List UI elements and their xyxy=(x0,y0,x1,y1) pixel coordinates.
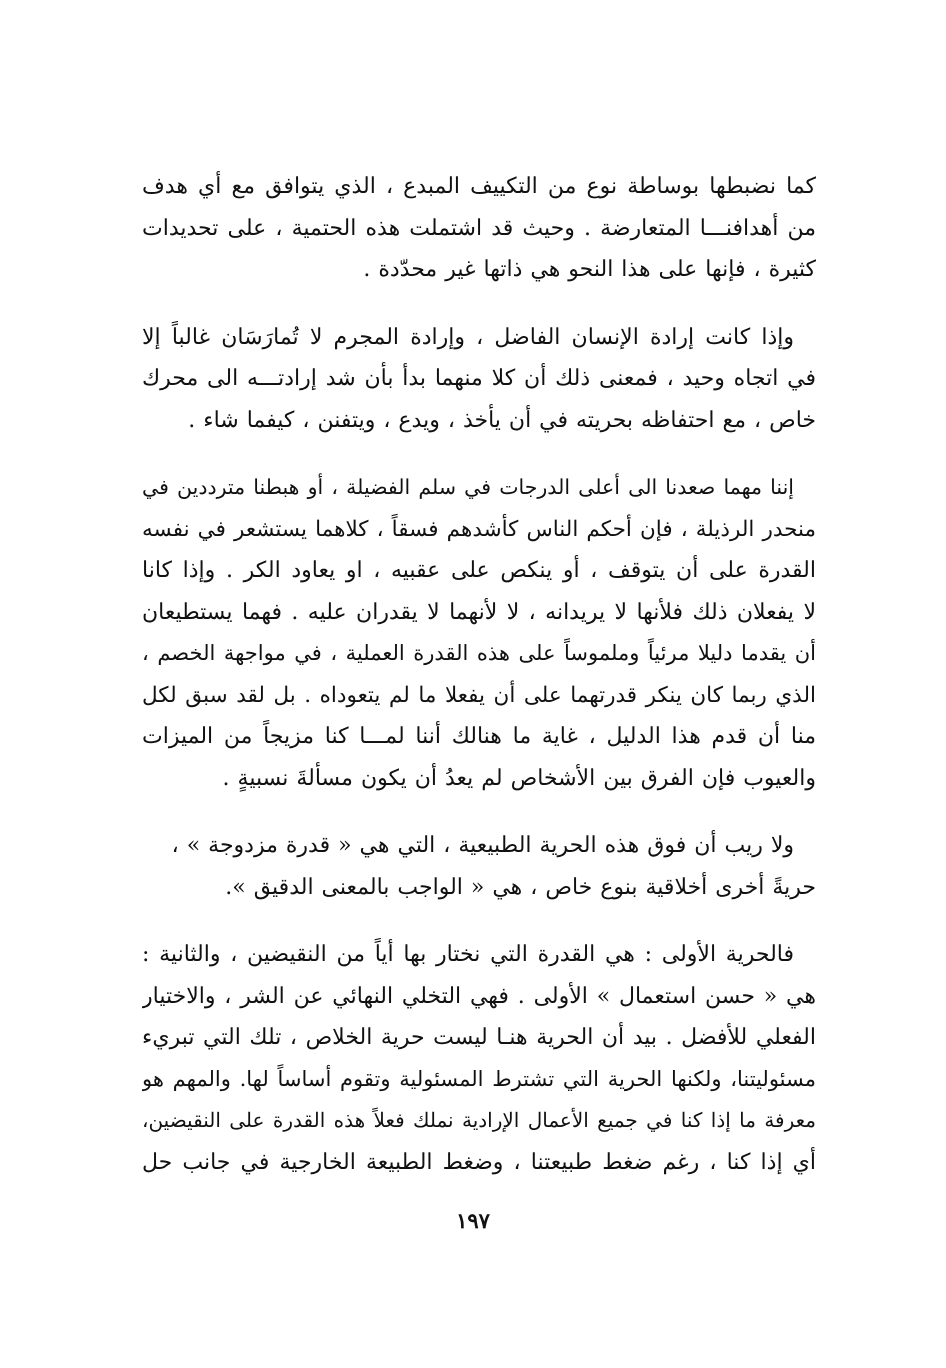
text-line: القدرة على أن يتوقف ، أو ينكص على عقبيه ، او يعاود الكر . وإذا كانا xyxy=(142,558,816,583)
text-line: مسئوليتنا، ولكنها الحرية التي تشترط المسئولية وتقوم أساساً لها. والمهم هو xyxy=(142,1066,816,1091)
text-line: الفعلي للأفضل . بيد أن الحرية هنـا ليست حرية الخلاص ، تلك التي تبريء xyxy=(142,1025,816,1050)
paragraph-4 xyxy=(142,825,816,908)
text-line: حريةً أخرى أخلاقية بنوع خاص ، هي « الواجب بالمعنى الدقيق ». xyxy=(225,874,816,900)
text-line: منا أن قدم هذا الدليل ، غاية ما هنالك أننا لمـــا كنا مزيجاً من الميزات xyxy=(142,724,816,749)
paragraph-3 xyxy=(142,467,816,799)
text-line: إننا مهما صعدنا الى أعلى الدرجات في سلم الفضيلة ، أو هبطنا مترددين في xyxy=(142,475,794,499)
paragraph-1 xyxy=(142,166,816,291)
text-line: وإذا كانت إرادة الإنسان الفاضل ، وإرادة المجرم لا تُمارَسَان غالباً إلا xyxy=(142,324,794,350)
text-line: كما نضبطها بوساطة نوع من التكييف المبدع ، الذي يتوافق مع أي هدف xyxy=(142,174,816,199)
text-line: أن يقدما دليلا مرئياً وملموساً على هذه القدرة العملية ، في مواجهة الخصم ، xyxy=(142,641,816,665)
text-line: والعيوب فإن الفرق بين الأشخاص لم يعدُ أن يكون مسألةَ نسبيةٍ . xyxy=(222,765,816,791)
page-number: ١٩٧ xyxy=(456,1208,490,1233)
text-line: من أهدافنـــا المتعارضة . وحيث قد اشتملت هذه الحتمية ، على تحديدات xyxy=(142,215,816,241)
text-line: كثيرة ، فإنها على هذا النحو هي ذاتها غير محدّدة . xyxy=(363,257,816,282)
paragraph-5 xyxy=(142,934,816,1183)
text-line: ولا ريب أن فوق هذه الحرية الطبيعية ، التي هي « قدرة مزدوجة » ، xyxy=(171,833,794,858)
text-line: أي إذا كنا ، رغم ضغط طبيعتنا ، وضغط الطبيعة الخارجية في جانب حل xyxy=(142,1149,816,1175)
text-line: منحدر الرذيلة ، فإن أحكم الناس كأشدهم فسقاً ، كلاهما يستشعر في نفسه xyxy=(142,516,816,542)
text-line: الذي ربما كان ينكر قدرتهما على أن يفعلا ما لم يتعوداه . بل لقد سبق لكل xyxy=(142,682,816,708)
text-line: هي « حسن استعمال » الأولى . فهي التخلي النهائي عن الشر ، والاختيار xyxy=(142,983,816,1009)
text-line: خاص ، مع احتفاظه بحريته في أن يأخذ ، ويدع ، ويتفنن ، كيفما شاء . xyxy=(188,407,816,433)
text-line: فالحرية الأولى : هي القدرة التي نختار بها أياً من النقيضين ، والثانية : xyxy=(142,942,794,967)
body-text xyxy=(142,166,816,1209)
text-line: معرفة ما إذا كنا في جميع الأعمال الإرادية نملك فعلاً هذه القدرة على النقيضين، xyxy=(142,1108,816,1132)
text-line: في اتجاه وحيد ، فمعنى ذلك أن كلا منهما بدأ بأن شد إرادتـــه الى محرك xyxy=(142,366,816,391)
text-line: لا يفعلان ذلك فلأنها لا يريدانه ، لا لأنهما لا يقدران عليه . فهما يستطيعان xyxy=(142,599,816,625)
paragraph-2 xyxy=(142,317,816,442)
